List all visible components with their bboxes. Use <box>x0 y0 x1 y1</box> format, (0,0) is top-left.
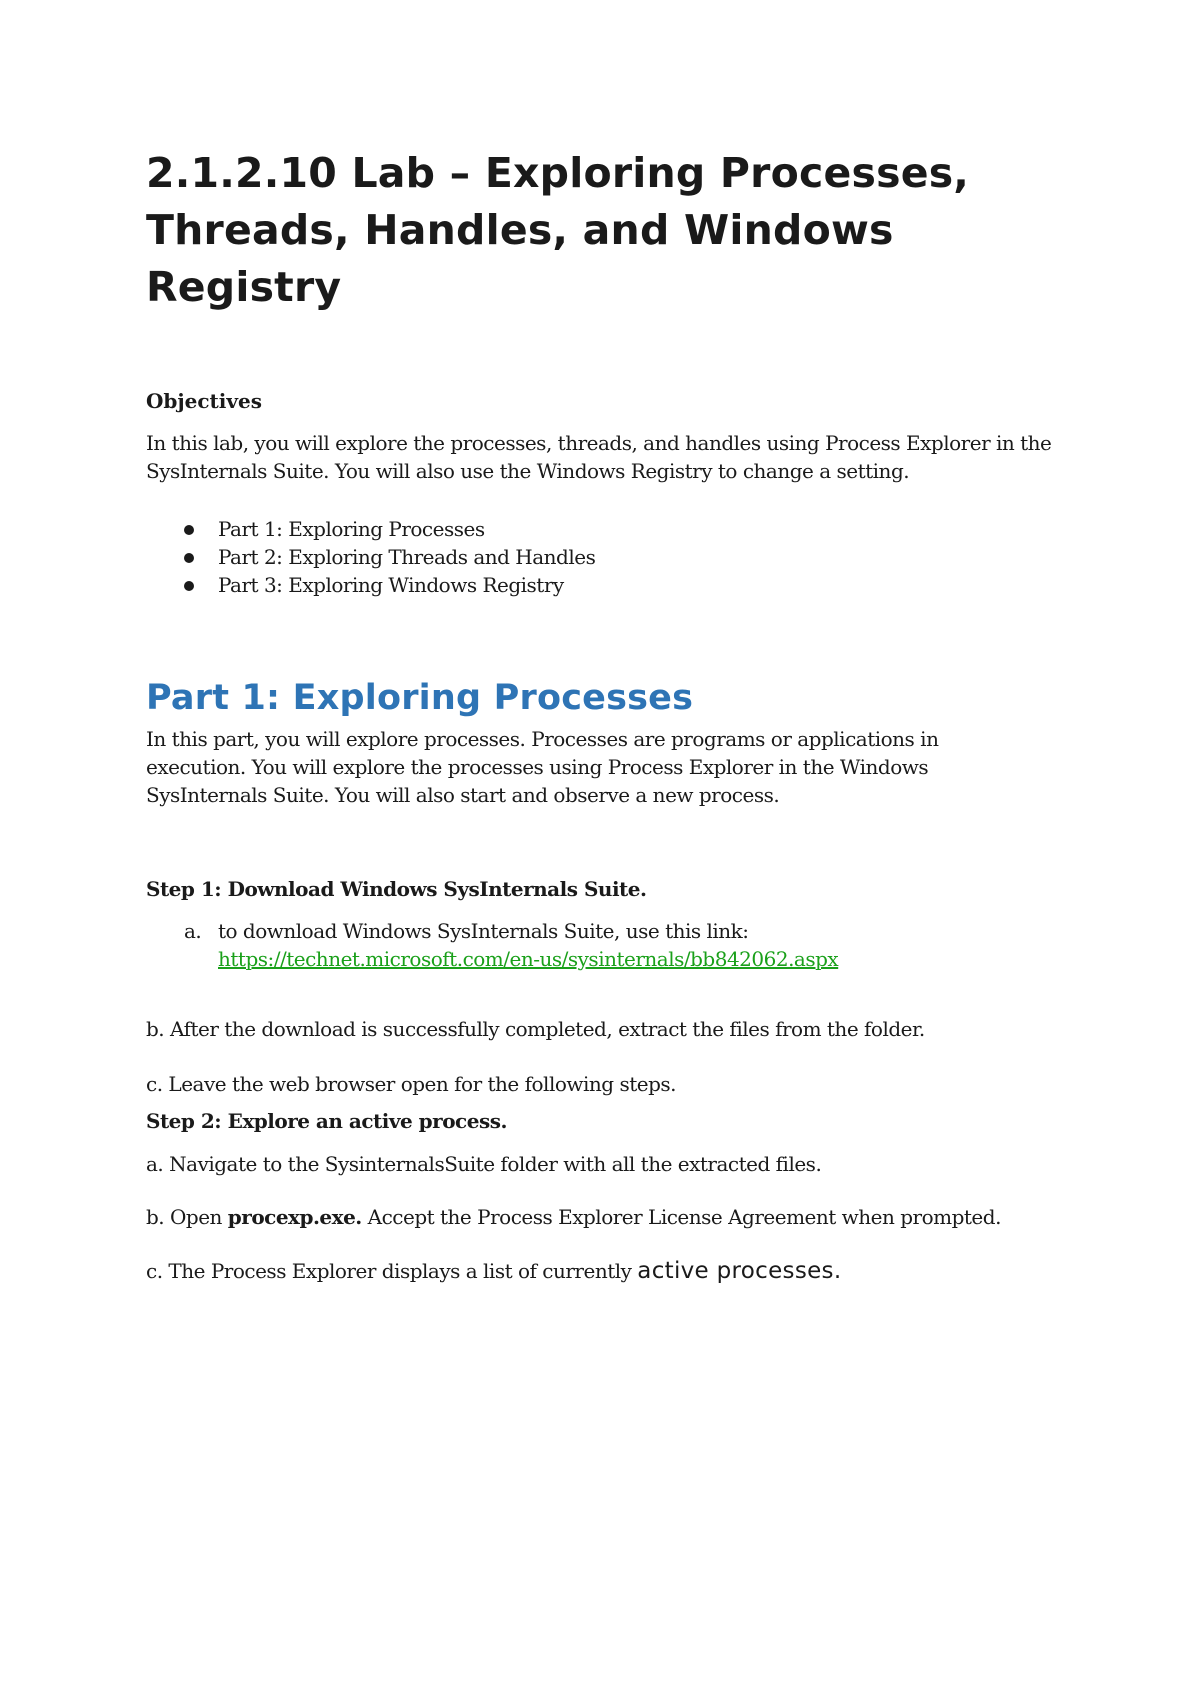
step2-item-b-prefix: b. Open <box>146 1205 228 1229</box>
part-item-label: Part 2: Exploring Threads and Handles <box>218 545 596 569</box>
step1-item-a-text-block <box>218 917 1026 973</box>
list-item <box>146 543 595 571</box>
step2-item-b <box>146 1203 1046 1231</box>
procexp-filename: procexp.exe. <box>227 1205 362 1229</box>
step1-item-a-marker: a. <box>184 919 202 943</box>
bullet-icon <box>184 553 194 563</box>
step2-item-c-prefix: c. The Process Explorer displays a list of currently <box>146 1259 638 1283</box>
parts-list <box>146 515 595 599</box>
part-item-label: Part 3: Exploring Windows Registry <box>218 573 564 597</box>
list-item <box>146 515 595 543</box>
step2-item-b-suffix: Accept the Process Explorer License Agreement when prompted. <box>361 1205 1001 1229</box>
document-content <box>146 145 1066 1284</box>
part-item-label: Part 1: Exploring Processes <box>218 517 485 541</box>
bullet-icon <box>184 525 194 535</box>
intro-paragraph: In this lab, you will explore the processes, threads, and handles using Process Explorer in the SysInternals Suite. You will also use the Windows Registry to change a setting. <box>146 431 1052 483</box>
step1-item-c: c. Leave the web browser open for the following steps. <box>146 1072 677 1096</box>
step2-item-c <box>146 1257 1046 1285</box>
part1-heading: Part 1: Exploring Processes <box>146 678 694 718</box>
step1-item-a-text: to download Windows SysInternals Suite, use this link: <box>218 919 749 943</box>
step2-item-a: a. Navigate to the SysinternalsSuite folder with all the extracted files. <box>146 1152 822 1176</box>
step1-item-b: b. After the download is successfully completed, extract the files from the folder. <box>146 1017 925 1041</box>
step1-heading: Step 1: Download Windows SysInternals Suite. <box>146 877 647 901</box>
step2-item-c-tail: active processes. <box>637 1258 842 1284</box>
document-title: 2.1.2.10 Lab – Exploring Processes, Threads, Handles, and Windows Registry <box>146 149 970 311</box>
sysinternals-download-link[interactable]: https://technet.microsoft.com/en-us/sysinternals/bb842062.aspx <box>218 947 839 971</box>
step1-item-a <box>146 917 1026 973</box>
bullet-icon <box>184 581 194 591</box>
list-item <box>146 571 595 599</box>
objectives-label: Objectives <box>146 389 262 413</box>
step2-heading: Step 2: Explore an active process. <box>146 1109 507 1133</box>
part1-body: In this part, you will explore processes. Processes are programs or applications in execution. You will explore the processes using Process Explorer in the Windows SysInternals Suite. You will also start and observe a new process. <box>146 727 939 807</box>
